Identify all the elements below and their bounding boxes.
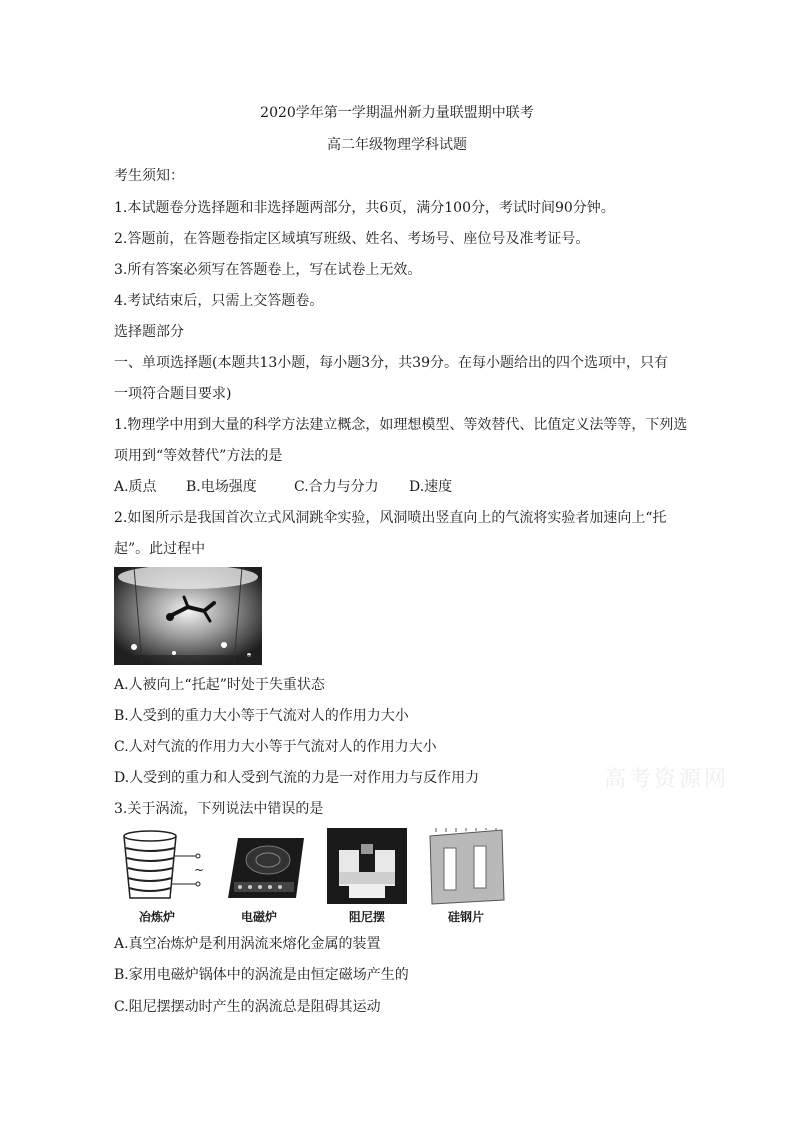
q3-stem: 3.关于涡流，下列说法中错误的是 xyxy=(114,801,324,817)
figure-label-silicon-steel-sheet: 硅钢片 xyxy=(447,910,484,924)
watermark: 高考资源网 xyxy=(604,767,730,792)
silicon-steel-sheet-figure xyxy=(424,828,508,906)
notice-heading: 考生须知： xyxy=(114,168,184,184)
section-instruction: 一、单项选择题(本题共13小题，每小题3分，共39分。在每小题给出的四个选项中，只有 xyxy=(114,355,668,371)
q3-option-a: A.真空冶炼炉是利用涡流来熔化金属的装置 xyxy=(114,936,381,952)
figure-label-damping-pendulum: 阻尼摆 xyxy=(348,910,385,924)
part-title: 选择题部分 xyxy=(114,324,184,340)
induction-cooker-figure xyxy=(224,834,308,902)
exam-title: 2020学年第一学期温州新力量联盟期中联考 xyxy=(260,105,534,121)
notice-item: 3.所有答案必须写在答题卷上，写在试卷上无效。 xyxy=(114,262,422,278)
q1-option-c: C.合力与分力 xyxy=(294,479,379,495)
q2-option-d: D.人受到的重力和人受到气流的力是一对作用力与反作用力 xyxy=(114,770,480,786)
smelting-furnace-figure xyxy=(118,828,208,906)
q2-option-a: A.人被向上“托起”时处于失重状态 xyxy=(114,677,325,693)
q3-option-b: B.家用电磁炉锅体中的涡流是由恒定磁场产生的 xyxy=(114,967,409,983)
notice-item: 4.考试结束后，只需上交答题卷。 xyxy=(114,293,324,309)
svg-text:~: ~ xyxy=(194,863,205,877)
damping-pendulum-figure xyxy=(327,828,407,904)
exam-subtitle: 高二年级物理学科试题 xyxy=(327,137,467,153)
q1-option-a: A.质点 xyxy=(114,479,157,495)
q2-stem-cont: 起”。此过程中 xyxy=(114,541,206,557)
q1-options xyxy=(114,478,452,496)
q1-option-d: D.速度 xyxy=(409,479,453,495)
q1-stem: 1.物理学中用到大量的科学方法建立概念，如理想模型、等效替代、比值定义法等等，下列选 xyxy=(114,417,688,433)
q3-option-c: C.阻尼摆摆动时产生的涡流总是阻碍其运动 xyxy=(114,999,381,1015)
q2-option-b: B.人受到的重力大小等于气流对人的作用力大小 xyxy=(114,708,409,724)
notice-item: 2.答题前，在答题卷指定区域填写班级、姓名、考场号、座位号及准考证号。 xyxy=(114,231,590,247)
figure-label-induction-cooker: 电磁炉 xyxy=(240,910,277,924)
q1-stem-cont: 项用到“等效替代”方法的是 xyxy=(114,448,283,464)
figure-label-smelting-furnace: 冶炼炉 xyxy=(138,910,175,924)
q1-option-b: B.电场强度 xyxy=(186,479,257,495)
notice-item: 1.本试题卷分选择题和非选择题两部分，共6页，满分100分，考试时间90分钟。 xyxy=(114,200,615,216)
wind-tunnel-photo xyxy=(114,567,262,665)
q2-option-c: C.人对气流的作用力大小等于气流对人的作用力大小 xyxy=(114,739,437,755)
q2-stem: 2.如图所示是我国首次立式风洞跳伞实验，风洞喷出竖直向上的气流将实验者加速向上“托 xyxy=(114,510,667,526)
section-instruction-cont: 一项符合题目要求) xyxy=(114,386,232,402)
